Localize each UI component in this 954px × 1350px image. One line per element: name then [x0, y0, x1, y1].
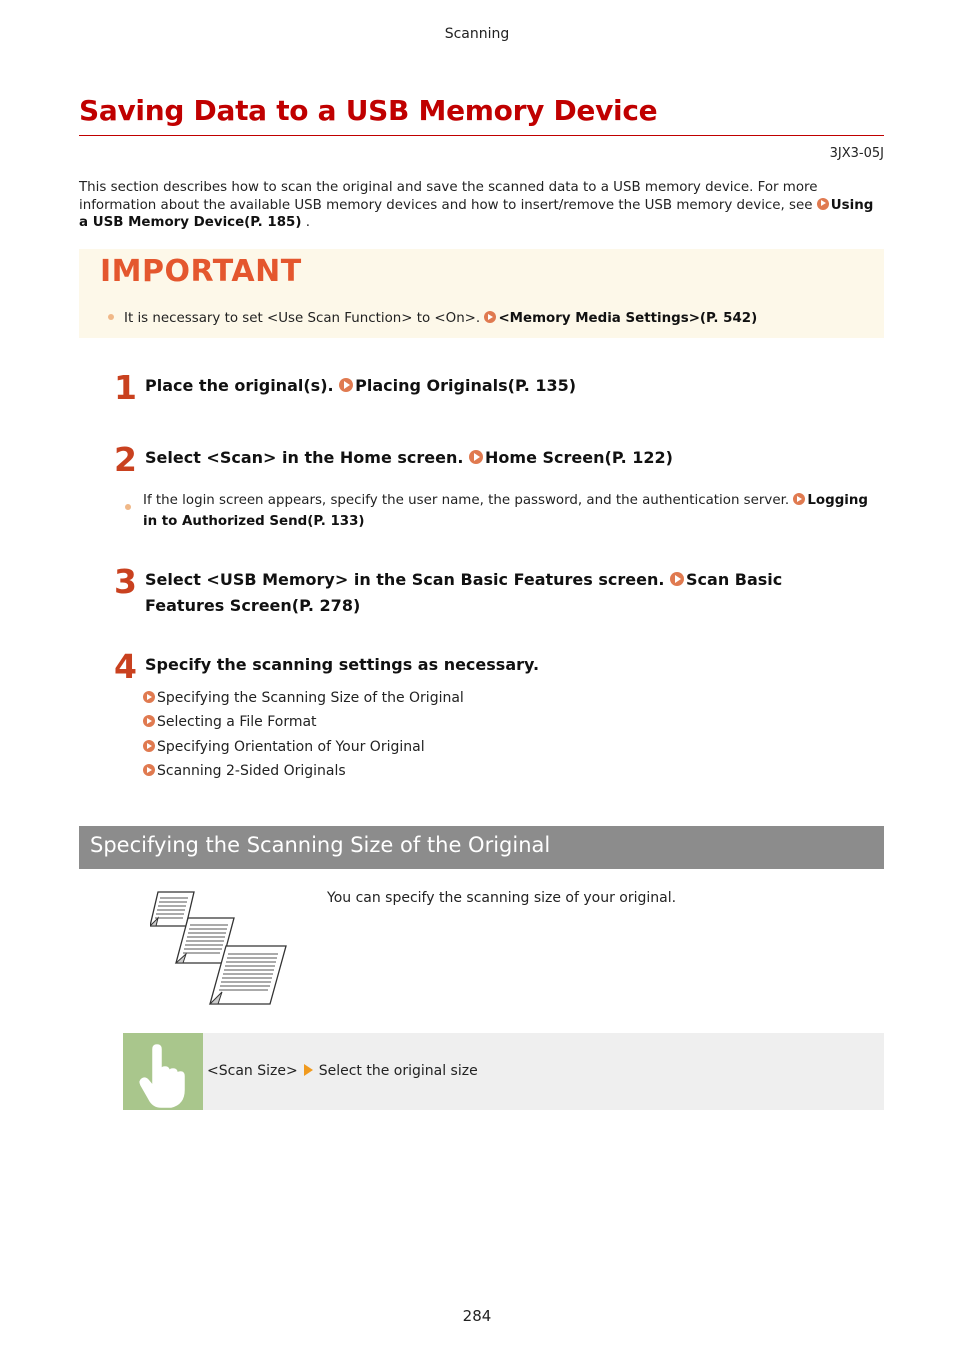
step-4-text: Specify the scanning settings as necessary. [145, 655, 540, 674]
page-number: 284 [462, 1307, 492, 1325]
link-arrow-icon [469, 450, 483, 464]
step-number-2: 2 [114, 440, 137, 479]
operation-menu: <Scan Size> [207, 1063, 298, 1079]
step-2-bullet [125, 497, 141, 516]
link-scan-basic-features[interactable]: Scan Basic Features Screen(P. 278) [145, 570, 783, 615]
bullet-icon [125, 504, 131, 510]
link-using-usb-memory[interactable]: Using a USB Memory Device(P. 185) [79, 197, 874, 230]
section-description: You can specify the scanning size of your original. [327, 890, 677, 906]
link-arrow-icon [484, 311, 496, 323]
important-item-text: It is necessary to set <Use Scan Function> to <On>. [124, 311, 481, 326]
triangle-arrow-icon [304, 1064, 313, 1076]
link-arrow-icon [670, 572, 684, 586]
step-number-3: 3 [114, 562, 137, 601]
settings-link-item[interactable] [143, 763, 346, 779]
link-2-sided[interactable]: Scanning 2-Sided Originals [157, 763, 346, 779]
link-scanning-size[interactable]: Specifying the Scanning Size of the Original [157, 690, 464, 706]
link-arrow-icon [143, 715, 155, 727]
link-orientation[interactable]: Specifying Orientation of Your Original [157, 739, 425, 755]
operation-action: Select the original size [318, 1063, 478, 1079]
operation-icon-panel [123, 1033, 203, 1110]
link-arrow-icon [339, 378, 353, 392]
step-2-sub-item [143, 490, 883, 532]
step-1-text [145, 373, 576, 399]
step-2-sub-text: If the login screen appears, specify the user name, the password, and the authentication server. [143, 493, 790, 508]
step-1-label: Place the original(s). [145, 376, 334, 395]
step-number-4: 4 [114, 647, 137, 686]
hand-tap-icon [123, 1033, 203, 1110]
step-3-text [145, 567, 845, 619]
step-3-label: Select <USB Memory> in the Scan Basic Features screen. [145, 570, 665, 589]
running-header: Scanning [444, 26, 510, 42]
link-arrow-icon [793, 493, 805, 505]
link-arrow-icon [143, 764, 155, 776]
intro-text: This section describes how to scan the original and save the scanned data to a USB memory device. For more information about the available USB memory devices and how to insert/remove the USB memory device, see [79, 180, 818, 213]
settings-link-item[interactable] [143, 714, 317, 730]
settings-link-item[interactable] [143, 739, 425, 755]
step-2-label: Select <Scan> in the Home screen. [145, 448, 464, 467]
step-2-text [145, 445, 673, 471]
link-arrow-icon [817, 198, 829, 210]
link-file-format[interactable]: Selecting a File Format [157, 714, 317, 730]
bullet-icon [108, 314, 114, 320]
link-memory-media-settings[interactable]: <Memory Media Settings>(P. 542) [498, 311, 758, 326]
doc-id: 3JX3-05J [829, 146, 884, 161]
link-arrow-icon [143, 740, 155, 752]
section-title: Specifying the Scanning Size of the Original [90, 833, 551, 857]
link-placing-originals[interactable]: Placing Originals(P. 135) [355, 376, 577, 395]
link-arrow-icon [143, 691, 155, 703]
page-title: Saving Data to a USB Memory Device [79, 94, 658, 127]
link-home-screen[interactable]: Home Screen(P. 122) [485, 448, 673, 467]
operation-text [207, 1063, 478, 1079]
step-number-1: 1 [114, 368, 137, 407]
important-title: IMPORTANT [100, 254, 302, 289]
document-sizes-illustration-icon [150, 888, 290, 1008]
intro-paragraph [79, 179, 884, 232]
title-rule [79, 135, 884, 136]
important-item [108, 311, 757, 326]
intro-end: . [305, 215, 310, 230]
settings-link-item[interactable] [143, 690, 464, 706]
link-logging-in[interactable]: Logging in to Authorized Send(P. 133) [143, 493, 868, 529]
